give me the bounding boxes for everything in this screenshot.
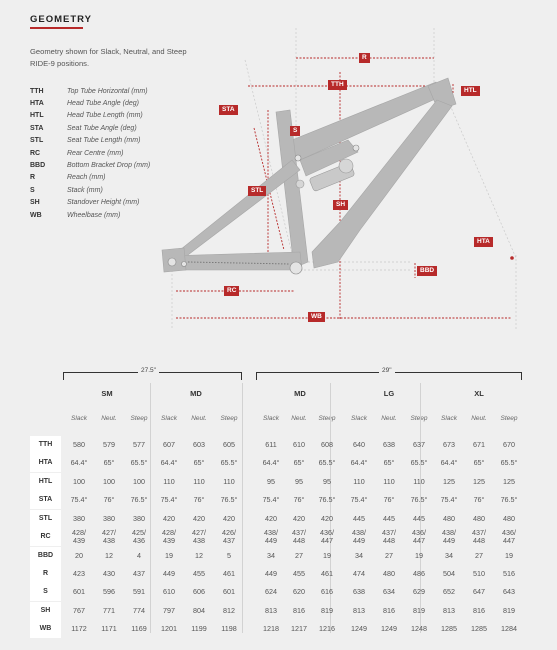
table-cell: 611 <box>265 440 277 449</box>
table-cell: 516 <box>503 569 515 578</box>
position-header: Slack <box>263 415 279 422</box>
legend-abbr: HTA <box>30 100 44 108</box>
position-header: Steep <box>220 415 238 422</box>
table-cell <box>154 529 184 545</box>
table-cell: 624 <box>265 587 277 596</box>
table-cell: 20 <box>75 551 83 560</box>
label-reach: R <box>359 53 370 63</box>
legend-definition: Reach (mm) <box>67 174 106 182</box>
table-cell: 445 <box>353 514 365 523</box>
table-cell: 100 <box>103 477 115 486</box>
table-cell-line: 439 <box>163 536 175 545</box>
row-label: HTA <box>30 454 61 472</box>
legend-definition: Seat Tube Length (mm) <box>67 137 141 145</box>
legend-definition: Seat Tube Angle (deg) <box>67 124 137 132</box>
table-cell: 437 <box>133 569 145 578</box>
table-cell: 65° <box>293 458 305 467</box>
table-cell: 1216 <box>319 624 335 633</box>
table-cell: 647 <box>473 587 485 596</box>
table-cell: 34 <box>267 551 275 560</box>
table-cell: 445 <box>383 514 395 523</box>
table-cell: 27 <box>475 551 483 560</box>
label-stack: S <box>290 126 300 136</box>
table-cell: 671 <box>473 440 485 449</box>
table-cell-line: 437 <box>223 536 235 545</box>
dimension-lines <box>176 58 512 320</box>
legend-definition: Head Tube Angle (deg) <box>67 100 139 108</box>
table-cell: 1249 <box>351 624 367 633</box>
table-cell: 610 <box>163 587 175 596</box>
position-header: Steep <box>318 415 336 422</box>
table-cell: 125 <box>443 477 455 486</box>
table-cell: 1248 <box>411 624 427 633</box>
table-cell: 486 <box>413 569 425 578</box>
size-header: XL <box>474 389 484 398</box>
size-header: MD <box>294 389 306 398</box>
legend-abbr: STA <box>30 124 44 132</box>
table-cell: 95 <box>323 477 331 486</box>
legend-definition: Bottom Bracket Drop (mm) <box>67 162 151 170</box>
table-cell: 797 <box>163 606 175 615</box>
table-cell: 380 <box>73 514 85 523</box>
position-header: Slack <box>161 415 177 422</box>
table-cell: 1249 <box>381 624 397 633</box>
table-cell-line: 447 <box>321 536 333 545</box>
table-cell-line: 428/ <box>72 528 86 537</box>
table-cell: 27 <box>385 551 393 560</box>
legend-definition: Rear Centre (mm) <box>67 149 124 157</box>
row-label: BBD <box>30 547 61 565</box>
table-cell: 76° <box>103 495 115 504</box>
table-cell <box>214 529 244 545</box>
table-cell: 12 <box>105 551 113 560</box>
table-cell: 640 <box>353 440 365 449</box>
position-header: Neut. <box>101 415 117 422</box>
table-cell-line: 427/ <box>102 528 116 537</box>
table-cell: 480 <box>443 514 455 523</box>
table-cell-line: 449 <box>265 536 277 545</box>
table-cell: 110 <box>223 477 235 486</box>
table-cell: 774 <box>133 606 145 615</box>
table-cell: 449 <box>265 569 277 578</box>
table-cell <box>94 529 124 545</box>
table-cell: 65° <box>193 458 205 467</box>
table-cell-line: 439 <box>73 536 85 545</box>
table-cell: 76.5° <box>318 495 336 504</box>
label-head-tube-angle: HTA <box>474 237 493 247</box>
table-cell-line: 436/ <box>502 528 516 537</box>
row-label: SH <box>30 602 61 620</box>
table-cell: 813 <box>265 606 277 615</box>
table-cell: 1199 <box>191 624 207 633</box>
table-cell: 1285 <box>441 624 457 633</box>
table-cell: 423 <box>73 569 85 578</box>
table-cell: 420 <box>321 514 333 523</box>
table-cell: 816 <box>383 606 395 615</box>
table-cell-line: 438/ <box>264 528 278 537</box>
table-cell: 110 <box>193 477 205 486</box>
table-cell: 125 <box>503 477 515 486</box>
row-label: STA <box>30 491 61 509</box>
table-cell: 65° <box>103 458 115 467</box>
table-cell: 629 <box>413 587 425 596</box>
table-cell: 504 <box>443 569 455 578</box>
table-cell: 812 <box>223 606 235 615</box>
table-cell: 420 <box>193 514 205 523</box>
table-cell: 480 <box>383 569 395 578</box>
table-cell: 95 <box>295 477 303 486</box>
table-cell: 380 <box>103 514 115 523</box>
table-cell-line: 448 <box>383 536 395 545</box>
table-cell: 76° <box>193 495 205 504</box>
label-seat-tube-angle: STA <box>219 105 238 115</box>
table-cell: 813 <box>443 606 455 615</box>
table-cell <box>184 529 214 545</box>
table-cell-line: 449 <box>443 536 455 545</box>
table-cell: 420 <box>293 514 305 523</box>
table-cell: 76.5° <box>130 495 148 504</box>
table-cell: 1172 <box>71 624 87 633</box>
table-cell-line: 448 <box>473 536 485 545</box>
label-head-tube-length: HTL <box>461 86 480 96</box>
table-cell: 76° <box>473 495 485 504</box>
position-header: Slack <box>441 415 457 422</box>
row-label: R <box>30 565 61 583</box>
legend-abbr: WB <box>30 211 42 219</box>
table-cell <box>124 529 154 545</box>
wheel-group-29: 29" <box>379 367 395 374</box>
table-cell: 75.4° <box>440 495 458 504</box>
table-cell: 480 <box>473 514 485 523</box>
position-header: Neut. <box>291 415 307 422</box>
table-cell: 1218 <box>263 624 279 633</box>
table-cell: 64.4° <box>160 458 178 467</box>
position-header: Steep <box>500 415 518 422</box>
table-cell: 461 <box>321 569 333 578</box>
table-cell: 637 <box>413 440 425 449</box>
table-cell-line: 426/ <box>222 528 236 537</box>
table-cell-line: 449 <box>353 536 365 545</box>
position-header: Steep <box>130 415 148 422</box>
table-cell-line: 437/ <box>472 528 486 537</box>
row-label: WB <box>30 620 61 638</box>
size-header: LG <box>383 389 395 398</box>
table-cell: 816 <box>293 606 305 615</box>
table-cell-line: 436/ <box>412 528 426 537</box>
table-cell: 65.5° <box>410 458 428 467</box>
label-top-tube: TTH <box>328 80 347 90</box>
table-cell: 12 <box>195 551 203 560</box>
table-cell-line: 448 <box>293 536 305 545</box>
table-cell-line: 428/ <box>162 528 176 537</box>
label-bb-drop: BBD <box>417 266 437 276</box>
table-cell: 1198 <box>221 624 237 633</box>
table-cell: 65.5° <box>500 458 518 467</box>
table-cell <box>434 529 464 545</box>
position-header: Neut. <box>381 415 397 422</box>
table-cell: 380 <box>133 514 145 523</box>
legend-abbr: RC <box>30 149 41 157</box>
table-cell: 76° <box>293 495 305 504</box>
table-cell: 634 <box>383 587 395 596</box>
table-cell: 27 <box>295 551 303 560</box>
table-cell: 19 <box>415 551 423 560</box>
table-cell: 643 <box>503 587 515 596</box>
table-cell-line: 438 <box>193 536 205 545</box>
table-cell-line: 425/ <box>132 528 146 537</box>
row-label: TTH <box>30 436 61 454</box>
table-cell <box>344 529 374 545</box>
table-cell: 76.5° <box>500 495 518 504</box>
page-title: GEOMETRY <box>30 14 93 25</box>
table-cell: 65.5° <box>318 458 336 467</box>
table-cell: 670 <box>503 440 515 449</box>
legend-abbr: S <box>30 186 35 194</box>
table-cell: 819 <box>321 606 333 615</box>
table-cell: 75.4° <box>350 495 368 504</box>
table-cell: 767 <box>73 606 85 615</box>
legend-abbr: HTL <box>30 112 44 120</box>
table-cell: 445 <box>413 514 425 523</box>
table-cell: 420 <box>223 514 235 523</box>
table-cell: 19 <box>165 551 173 560</box>
table-cell-line: 436 <box>133 536 145 545</box>
table-cell-line: 436/ <box>320 528 334 537</box>
table-cell: 461 <box>223 569 235 578</box>
table-cell-line: 438 <box>103 536 115 545</box>
table-cell: 34 <box>445 551 453 560</box>
table-cell <box>256 529 286 545</box>
table-cell: 75.4° <box>262 495 280 504</box>
table-cell: 652 <box>443 587 455 596</box>
table-cell: 1217 <box>291 624 307 633</box>
table-cell-line: 427/ <box>192 528 206 537</box>
size-header: MD <box>190 389 202 398</box>
table-cell: 100 <box>73 477 85 486</box>
table-cell: 813 <box>353 606 365 615</box>
legend-definition: Stack (mm) <box>67 186 103 194</box>
table-cell: 110 <box>353 477 365 486</box>
label-seat-tube-length: STL <box>248 186 266 196</box>
table-cell: 616 <box>321 587 333 596</box>
table-cell: 449 <box>163 569 175 578</box>
label-standover: SH <box>333 200 348 210</box>
table-cell: 1171 <box>101 624 117 633</box>
table-cell: 64.4° <box>262 458 280 467</box>
legend-definition: Wheelbase (mm) <box>67 211 121 219</box>
legend-abbr: BBD <box>30 162 46 170</box>
table-cell-line: 437/ <box>292 528 306 537</box>
table-cell: 638 <box>353 587 365 596</box>
table-cell <box>404 529 434 545</box>
table-cell: 110 <box>163 477 175 486</box>
table-cell-line: 447 <box>503 536 515 545</box>
table-cell: 620 <box>293 587 305 596</box>
table-cell: 455 <box>193 569 205 578</box>
table-cell: 819 <box>413 606 425 615</box>
table-cell: 608 <box>321 440 333 449</box>
table-cell: 100 <box>133 477 145 486</box>
table-cell: 430 <box>103 569 115 578</box>
table-cell-line: 447 <box>413 536 425 545</box>
row-label: RC <box>30 528 61 546</box>
table-cell: 474 <box>353 569 365 578</box>
table-cell: 1169 <box>131 624 147 633</box>
table-cell: 420 <box>265 514 277 523</box>
table-cell: 1285 <box>471 624 487 633</box>
table-cell <box>284 529 314 545</box>
frame-silhouette <box>162 78 456 272</box>
position-header: Neut. <box>471 415 487 422</box>
table-cell: 19 <box>505 551 513 560</box>
table-cell: 601 <box>223 587 235 596</box>
table-cell: 673 <box>443 440 455 449</box>
legend-abbr: SH <box>30 199 40 207</box>
position-header: Slack <box>351 415 367 422</box>
table-cell: 579 <box>103 440 115 449</box>
table-cell: 638 <box>383 440 395 449</box>
table-cell: 75.4° <box>160 495 178 504</box>
table-cell: 510 <box>473 569 485 578</box>
intro-text: Geometry shown for Slack, Neutral, and Steep RIDE-9 positions. <box>30 47 187 68</box>
table-cell: 580 <box>73 440 85 449</box>
table-cell: 4 <box>137 551 141 560</box>
table-cell: 455 <box>293 569 305 578</box>
table-cell: 605 <box>223 440 235 449</box>
table-cell-line: 437/ <box>382 528 396 537</box>
table-cell: 816 <box>473 606 485 615</box>
size-header: SM <box>101 389 113 398</box>
table-cell: 819 <box>503 606 515 615</box>
table-cell: 65.5° <box>220 458 238 467</box>
table-cell: 596 <box>103 587 115 596</box>
table-cell: 5 <box>227 551 231 560</box>
position-header: Steep <box>410 415 428 422</box>
table-cell <box>64 529 94 545</box>
table-cell: 804 <box>193 606 205 615</box>
row-label: S <box>30 583 61 601</box>
row-label: STL <box>30 510 61 528</box>
table-cell: 771 <box>103 606 115 615</box>
position-header: Neut. <box>191 415 207 422</box>
table-cell: 577 <box>133 440 145 449</box>
table-cell: 64.4° <box>440 458 458 467</box>
table-cell: 64.4° <box>70 458 88 467</box>
table-cell: 591 <box>133 587 145 596</box>
table-cell: 76.5° <box>410 495 428 504</box>
table-cell: 420 <box>163 514 175 523</box>
wheel-group-27: 27.5" <box>138 367 159 374</box>
legend-definition: Top Tube Horizontal (mm) <box>67 87 148 95</box>
table-cell: 65.5° <box>130 458 148 467</box>
table-cell: 607 <box>163 440 175 449</box>
table-cell: 65° <box>383 458 395 467</box>
table-cell: 76.5° <box>220 495 238 504</box>
table-cell: 125 <box>473 477 485 486</box>
table-cell: 34 <box>355 551 363 560</box>
table-cell-line: 438/ <box>352 528 366 537</box>
label-rear-centre: RC <box>224 286 239 296</box>
table-cell <box>494 529 524 545</box>
table-cell <box>312 529 342 545</box>
table-cell: 75.4° <box>70 495 88 504</box>
legend-abbr: STL <box>30 137 44 145</box>
legend-abbr: TTH <box>30 87 44 95</box>
table-cell: 65° <box>473 458 485 467</box>
legend-definition: Head Tube Length (mm) <box>67 112 143 120</box>
table-cell: 110 <box>413 477 425 486</box>
row-label: HTL <box>30 473 61 491</box>
table-cell: 480 <box>503 514 515 523</box>
table-cell <box>374 529 404 545</box>
table-cell: 76° <box>383 495 395 504</box>
table-cell: 1201 <box>161 624 177 633</box>
table-cell-line: 438/ <box>442 528 456 537</box>
table-cell: 110 <box>383 477 395 486</box>
table-cell: 601 <box>73 587 85 596</box>
table-cell: 19 <box>323 551 331 560</box>
table-cell: 603 <box>193 440 205 449</box>
position-header: Slack <box>71 415 87 422</box>
table-cell: 606 <box>193 587 205 596</box>
table-cell: 95 <box>267 477 275 486</box>
table-cell: 64.4° <box>350 458 368 467</box>
table-cell <box>464 529 494 545</box>
table-cell: 1284 <box>501 624 517 633</box>
legend-abbr: R <box>30 174 36 182</box>
legend-definition: Standover Height (mm) <box>67 199 140 207</box>
table-cell: 610 <box>293 440 305 449</box>
label-wheelbase: WB <box>308 312 325 322</box>
